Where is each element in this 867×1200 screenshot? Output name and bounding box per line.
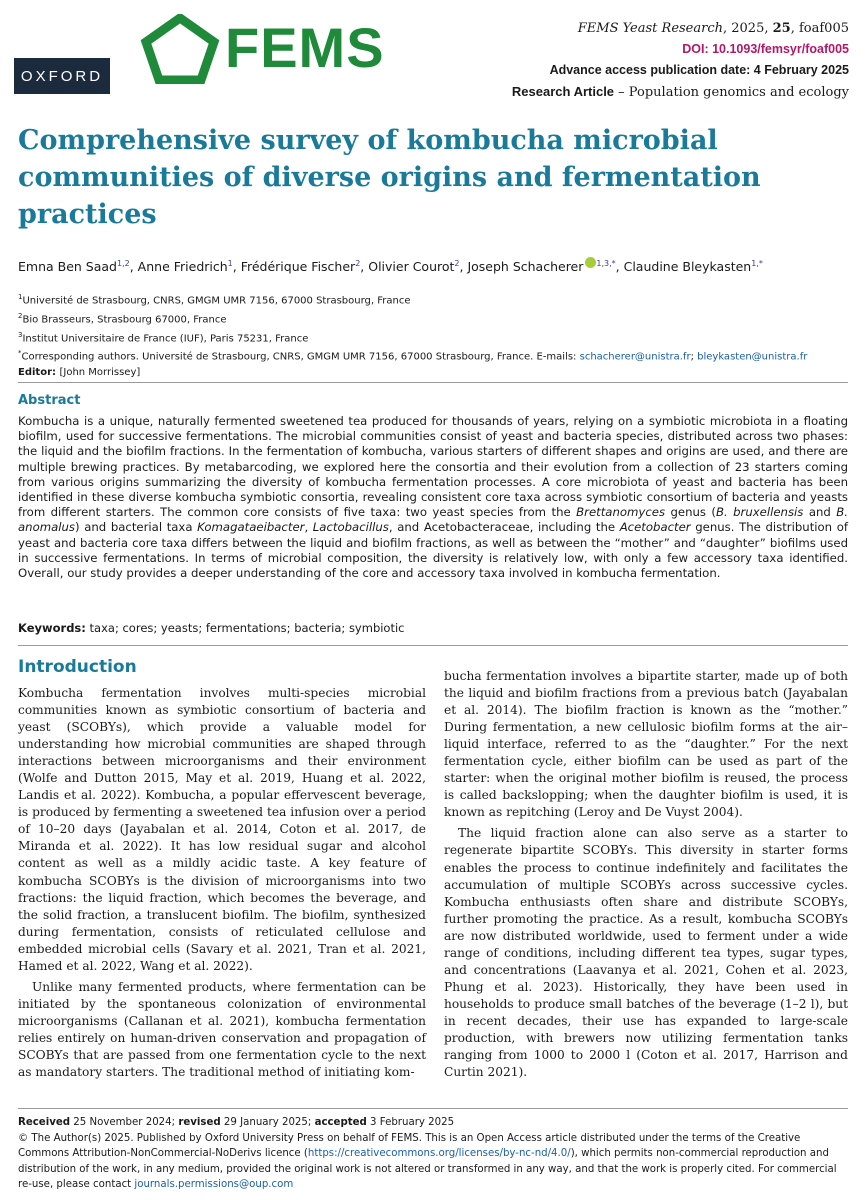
paragraph: Kombucha fermentation involves multi-species microbial communities known as symbiotic consortium of bacteria and yeast (SCOBYs), which provide a valuable model for understanding how microbial communities are shaped through interactions between microorganisms and their environment (Wolfe and Dutton 2015, May et al. 2019, Huang et al. 2022, Landis et al. 2022). Kombucha, a popular effervescent beverage, is produced by fermenting a sweetened tea infusion over a period of 10–20 days (Jayabalan et al. 2014, Coton et al. 2017, de Miranda et al. 2022). It has low residual sugar and alcohol content as well as a mildly acidic taste. A key feature of kombucha SCOBYs is the division of microorganisms into two fractions: the liquid fraction, which becomes the beverage, and the solid fraction, a translucent biofilm. The biofilm, synthesized during fermentation, consists of reticulated cellulose and embedded microbial cells (Savary et al. 2021, Tran et al. 2021, Hamed et al. 2022, Wang et al. 2022). [18, 686, 426, 973]
abstract-heading: Abstract [18, 393, 81, 408]
journal-name: FEMS Yeast Research [577, 21, 723, 36]
text-column-left [18, 685, 426, 1081]
author-name[interactable]: Frédérique Fischer [240, 259, 356, 274]
affiliation-3: $^3$Institut Universitaire de France (IUF), Paris 75231, France [18, 330, 309, 344]
affiliation-text: Université de Strasbourg, CNRS, GMGM UMR 7156, 67000 Strasbourg, France [22, 295, 411, 307]
oxford-logo [14, 58, 110, 94]
keywords [18, 621, 405, 635]
author-name[interactable]: Joseph Schacherer [467, 259, 584, 274]
author-name[interactable]: Emna Ben Saad [18, 259, 117, 274]
corresponding-text: Corresponding authors. Université de Strasbourg, CNRS, GMGM UMR 7156, 67000 Strasbourg, France. E-mails: [21, 351, 580, 363]
paragraph: The liquid fraction alone can also serve as a starter to regenerate bipartite SCOBYs. This diversity in starter forms enables the process to continue indefinitely and facilitates the accumulation of multiple SCOBYs across successive cycles. Kombucha enthusiasts often share and distribute SCOBYs, further promoting the practice. As a result, kombucha SCOBYs are now distributed worldwide, used to ferment under a wide range of conditions, including different tea types, sugar types, and concentrations (Laavanya et al. 2021, Cohen et al. 2023, Phung et al. 2023). Historically, they have been used in households to produce small batches of the beverage (1–2 l), but in recent decades, their use has expanded to large-scale production, with brewers now utilizing fermentation tanks ranging from 1000 to 2000 l (Coton et al. 2017, Harrison and Curtin 2021). [444, 826, 848, 1080]
email-link[interactable]: bleykasten@unistra.fr [697, 351, 808, 363]
email-link[interactable]: schacherer@unistra.fr [579, 351, 691, 363]
journal-citation [512, 18, 849, 39]
author-separator: , [459, 259, 468, 274]
introduction-heading: Introduction [18, 657, 137, 677]
author-affil: 2 [355, 258, 361, 268]
email-separator: ; [690, 351, 698, 363]
author-name[interactable]: Olivier Courot [368, 259, 455, 274]
author-affil: 1 [227, 258, 233, 268]
affiliation-text: Institut Universitaire de France (IUF), Paris 75231, France [22, 332, 309, 344]
author-affil: 1,3,* [596, 258, 616, 268]
divider [18, 382, 848, 383]
doi-link[interactable]: 10.1093/femsyr/foaf005 [712, 42, 849, 56]
affiliations [18, 290, 858, 381]
paragraph: Unlike many fermented products, where fermentation can be initiated by the spontaneous colonization of environmental microorganisms (Callanan et al. 2021), kombucha fermentation relies entirely on human-driven conservation and propagation of SCOBYs that are passed from one fermentation cycle to the next as mandatory starters. The traditional method of initiating kom- [18, 979, 426, 1080]
keywords-list: taxa; cores; yeasts; fermentations; bacteria; symbiotic [85, 621, 405, 635]
publisher-name: OXFORD [20, 67, 104, 85]
author-separator: , [615, 259, 624, 274]
article-type: Research Article [511, 84, 615, 99]
article-section: – Population genomics and ecology [614, 85, 849, 100]
journal-year: , 2025, [723, 21, 773, 36]
editor-line [18, 365, 858, 381]
orcid-icon[interactable] [585, 257, 596, 268]
keywords-label: Keywords: [18, 621, 86, 635]
editor-label: Editor: [18, 367, 60, 379]
advance-access-date: Advance access publication date: 4 February 2025 [549, 63, 849, 77]
author-name[interactable]: Claudine Bleykasten [623, 259, 752, 274]
affiliation-1: $^1$Université de Strasbourg, CNRS, GMGM UMR 7156, 67000 Strasbourg, France [18, 293, 411, 307]
divider [18, 1108, 848, 1109]
corresponding-authors: *Corresponding authors. Université de Strasbourg, CNRS, GMGM UMR 7156, 67000 Strasbourg, France. E-mails: schacherer@unistra.fr; bleykasten@unistra.fr [18, 349, 808, 363]
article-id: , foaf005 [790, 21, 849, 36]
dates-line: Received 25 November 2024; revised 29 January 2025; accepted 3 February 2025 [18, 1117, 455, 1128]
author-separator: , [232, 259, 241, 274]
editor-name: [John Morrissey] [59, 367, 141, 379]
text-column-right [444, 668, 848, 1081]
author-separator: , [360, 259, 369, 274]
author-affil: 1,2 [116, 258, 130, 268]
journal-volume: 25 [772, 21, 791, 36]
abstract-text: Kombucha is a unique, naturally fermented sweetened tea produced for thousands of years, relying on a symbiotic microbiota in a floating biofilm, used for successive fermentations. The microbial communities consist of yeast and bacteria species, distributed across two phases: the liquid and the biofilm fractions. In the fermentation of kombucha, various starters of different shapes and origins are used, and there are multiple brewing practices. By metabarcoding, we explored here the consortia and their evolution from a collection of 23 starters coming from various origins summarizing the diversity of kombucha fermentation processes. A core microbiota of yeast and bacteria has been identified in these diverse kombucha symbiotic consortia, revealing consistent core taxa across symbiotic consortium of bacteria and yeasts from different starters. The common core consists of five taxa: two yeast species from the Brettanomyces genus (B. bruxellensis and B. anomalus) and bacterial taxa Komagataeibacter, Lactobacillus, and Acetobacteraceae, including the Acetobacter genus. The distribution of yeast and bacteria core taxa differs between the liquid and biofilm fractions, as well as between the “mother” and “daughter” biofilms used in successive fermentations. In terms of microbial composition, the diversity is relatively low, with only a few accessory taxa identified. Overall, our study provides a deeper understanding of the core and accessory taxa involved in kombucha fermentation. [18, 414, 848, 581]
author-affil: 2 [454, 258, 460, 268]
author-affil: 1,* [751, 258, 763, 268]
article-type-line [512, 81, 849, 103]
license-text: © The Author(s) 2025. Published by Oxford University Press on behalf of FEMS. This is an Open Access article distributed under the terms of the Creative Commons Attribution-NonCommercial-NoDerivs licence (https://creativecommons.org/licenses/by-nc-nd/4.0/), which permits non-commercial reproduction and distribution of the work, in any medium, provided the original work is not altered or transformed in any way, and that the work is properly cited. For commercial re-use, please contact journals.permissions@oup.com [18, 1132, 837, 1190]
article-meta [512, 18, 849, 103]
affiliation-2: $^2$Bio Brasseurs, Strasbourg 67000, France [18, 311, 227, 326]
author-list [18, 257, 858, 274]
fems-emblem-icon [140, 14, 220, 84]
paragraph: bucha fermentation involves a bipartite starter, made up of both the liquid and biofilm fractions from a previous batch (Jayabalan et al. 2014). The biofilm fraction is known as the “mother.” During fermentation, a new cellulosic biofilm forms at the air–liquid interface, referred to as the “daughter.” For the next fermentation cycle, either biofilm can be used as part of the starter: when the original mother biofilm is reused, the process is called backslopping; when the daughter biofilm is used, it is known as repitching (Leroy and De Vuyst 2004). [444, 669, 848, 820]
affiliation-text: Bio Brasseurs, Strasbourg 67000, France [22, 314, 227, 326]
permissions-email-link[interactable]: journals.permissions@oup.com [134, 1179, 294, 1190]
footer [18, 1115, 848, 1193]
fems-logo-text: FEMS [225, 16, 385, 79]
doi-label: DOI: [682, 42, 713, 56]
divider [18, 645, 848, 646]
article-title: Comprehensive survey of kombucha microbial communities of diverse origins and fermentation practices [18, 125, 761, 230]
license-link[interactable]: https://creativecommons.org/licenses/by-nc-nd/4.0/ [307, 1148, 571, 1159]
author-separator: , [129, 259, 138, 274]
author-name[interactable]: Anne Friedrich [137, 259, 228, 274]
doi-line [512, 39, 849, 60]
